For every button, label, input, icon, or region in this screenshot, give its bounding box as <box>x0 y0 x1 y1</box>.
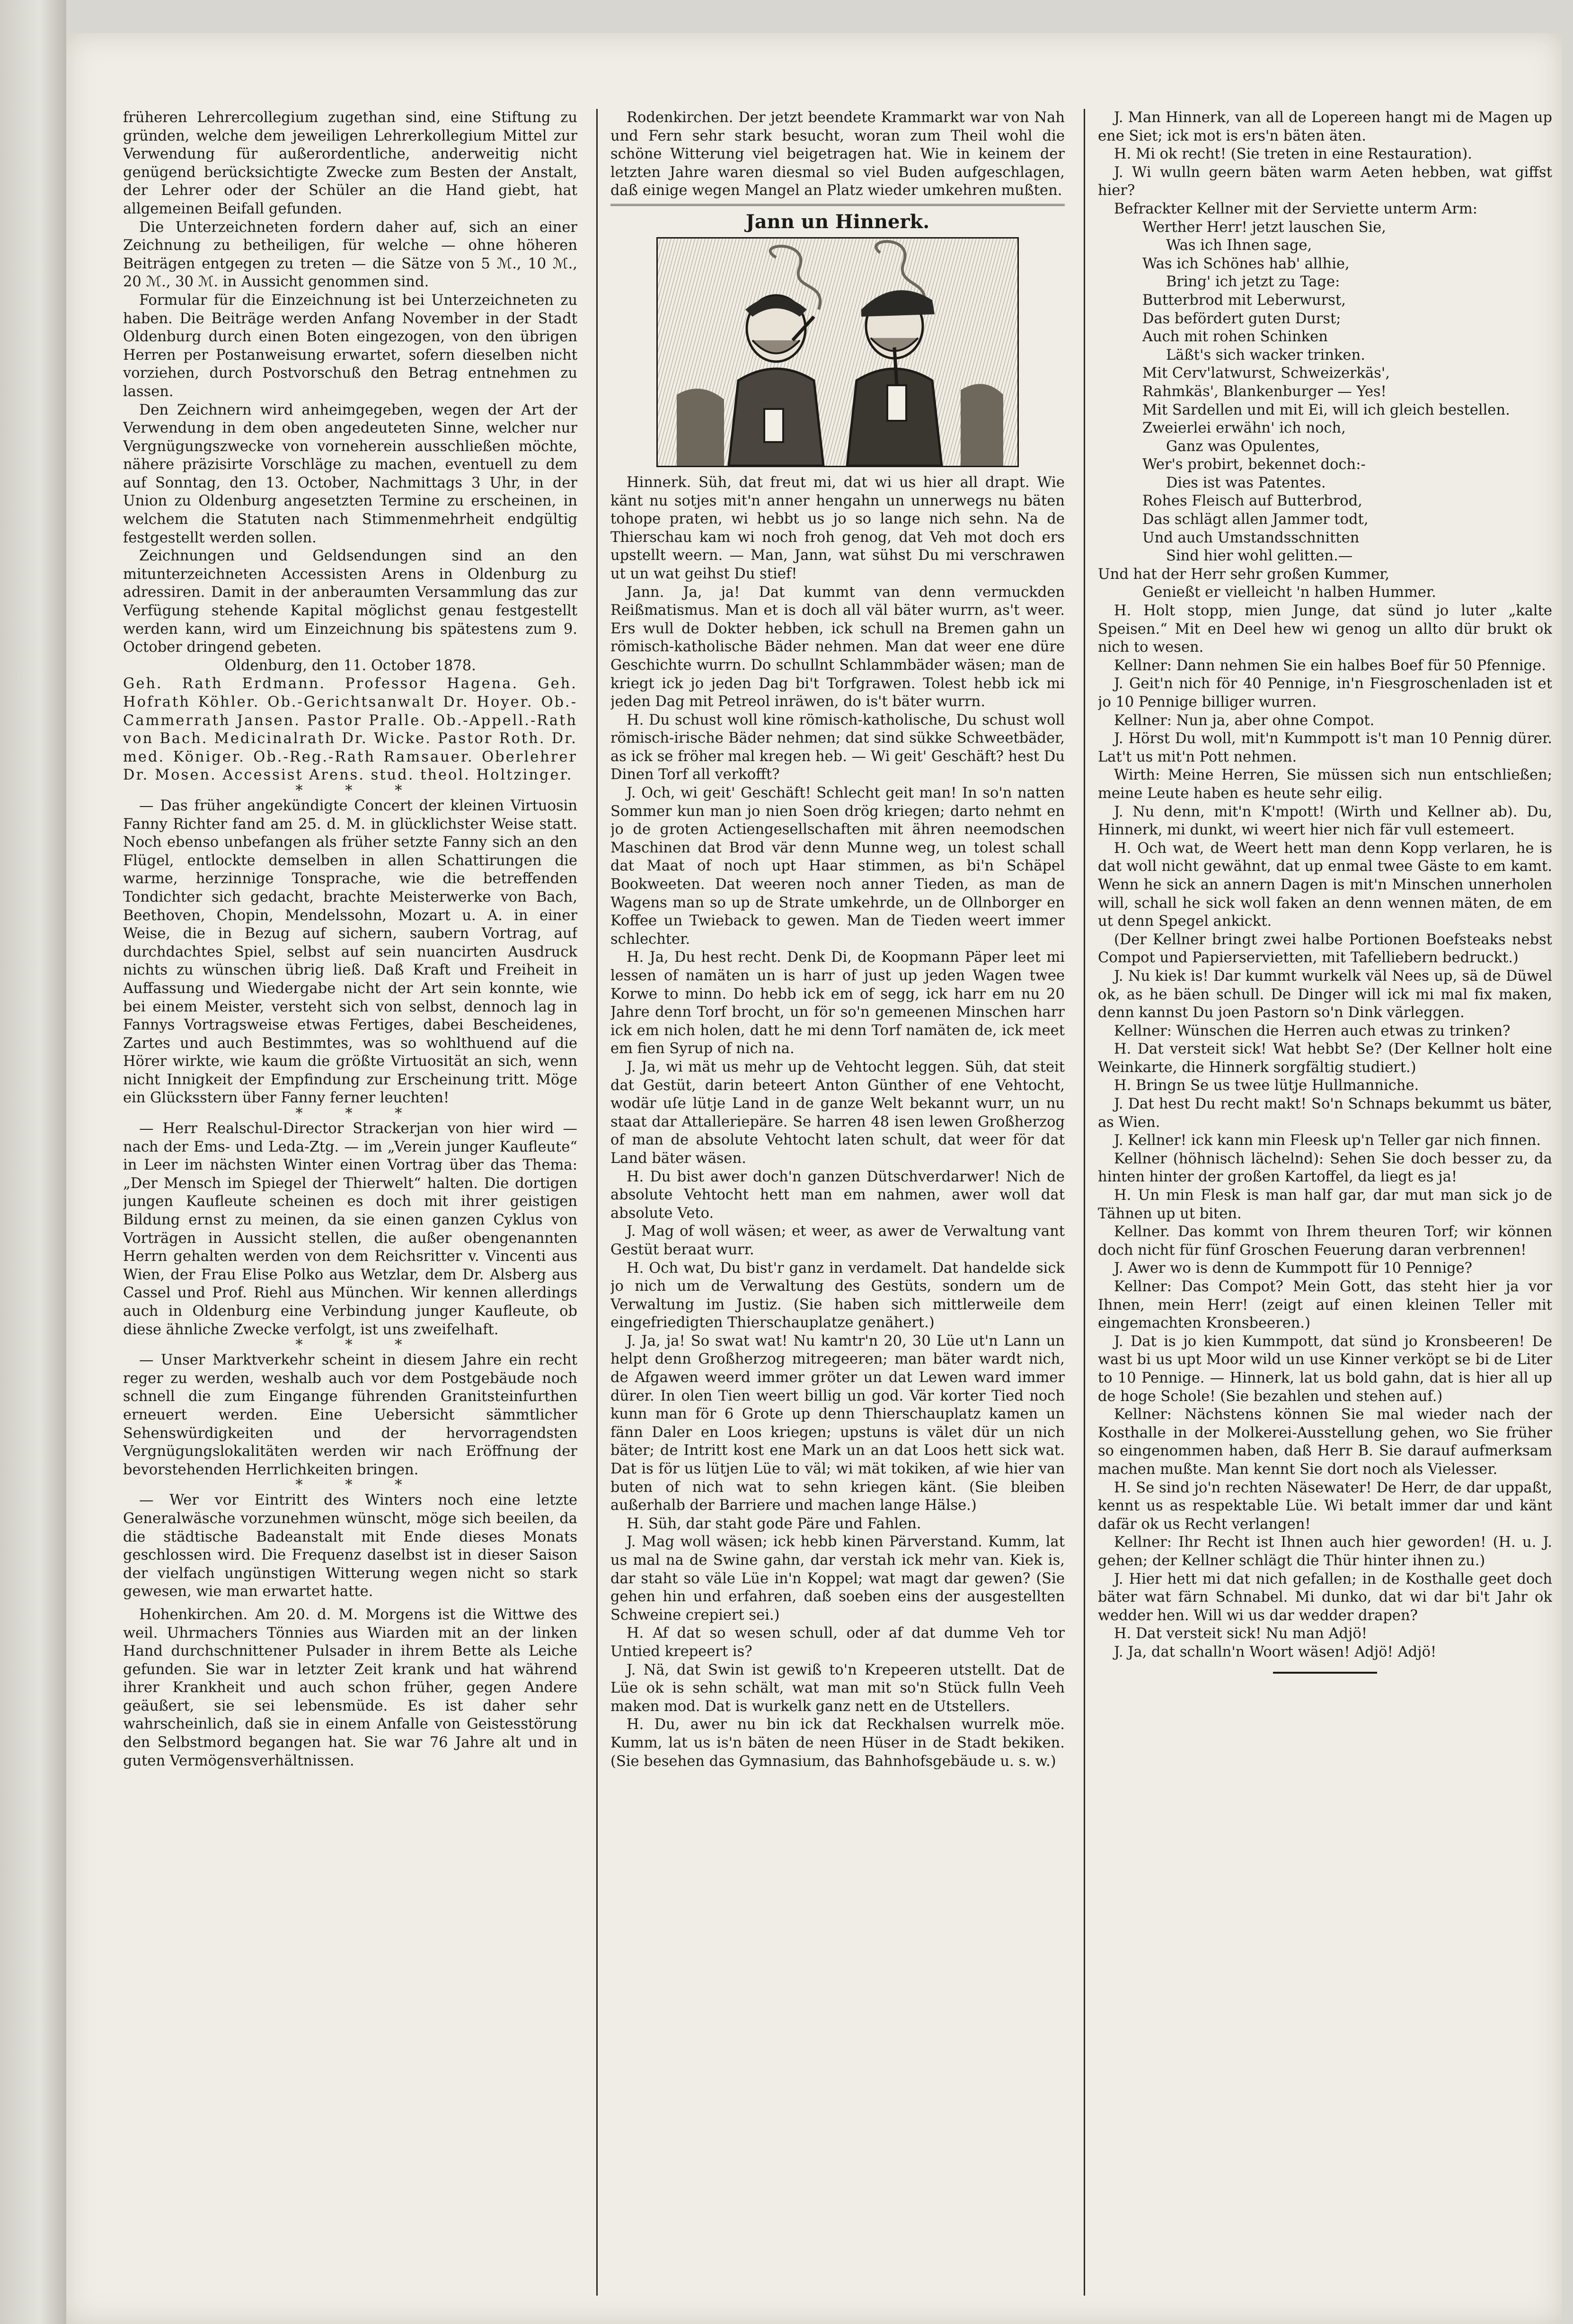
poem-line: Mit Sardellen und mit Ei, will ich gleich bestellen. <box>1142 401 1510 418</box>
dialogue-line: H. Dat versteit sick! Wat hebbt Se? (Der Kellner holt eine Weinkarte, die Hinnerk sorgfältig studiert.) <box>1098 1041 1552 1076</box>
dialogue-line: J. Kellner! ick kann min Fleesk up'n Teller gar nich finnen. <box>1114 1132 1541 1149</box>
article-strackerjan: — Herr Realschul-Director Strackerjan von hier wird — nach der Ems- und Leda-Ztg. — im „Verein junger Kaufleute“ in Leer im nächsten Winter einen Vortrag über das Thema: „Der Mensch im Spiegel der Thierwelt“ halten. Die dortigen jungen Kaufleute scheinen es doch mit ihrer geistigen Bildung ernst zu meinen, da sie einen ganzen Cyklus von Vorträgen in Aussicht stellen, die außer obengenannten Herrn gehalten werden von dem Reichsritter v. Vincenti aus Wien, der Frau Elise Polko aus Wetzlar, dem Dr. Alsberg aus Cassel und Prof. Riehl aus München. Wir kennen allerdings auch in Oldenburg eine Verbindung junger Kaufleute, ob diese ähnliche Zwecke verfolgt, ist uns zweifelhaft. <box>123 1120 577 1338</box>
poem-line: Rohes Fleisch auf Butterbrod, <box>1142 493 1362 510</box>
dialogue-line: H. Du, awer nu bin ick dat Reckhalsen wurrelk möe. Kumm, lat us is'n bäten de neen Hüser in de Stadt bekiken. (Sie besehen das Gymnasium, das Bahnhofsgebäude u. s. w.) <box>610 1716 1065 1770</box>
dialogue-line: J. Ja, wi mät us mehr up de Vehtocht leggen. Süh, dat steit dat Gestüt, darin beteert Anton Günther of ene Vehtocht, wodär uſe lütje Land in de ganze Welt bekannt wurr, un nu staat dar Attalleriepäre. Se harren 48 isen lewen Großherzog of man de absolute Vehtocht laten schult, dat weer för dat Land bäter wäsen. <box>610 1058 1065 1167</box>
separator-stars: * * * <box>295 782 421 799</box>
column-rule <box>596 109 598 2296</box>
dialogue-line: H. Och wat, de Weert hett man denn Kopp verlaren, he is dat woll nicht gewähnt, dat up enmal twee Gäste to em kamt. Wenn he sick an annern Dagen is mit'n Minschen unnerholen will, schall he sick woll faken an denn wennen mäten, de em ut denn Spegel ankickt. <box>1098 840 1552 930</box>
dialogue-line: J. Ja, dat schalln'n Woort wäsen! Adjö! Adjö! <box>1114 1643 1437 1660</box>
column-left <box>123 109 577 2296</box>
dialogue-line: H. Och wat, Du bist'r ganz in verdamelt. Dat handelde sick jo nich um de Verwaltung des Gestüts, sondern um de Verwaltung im Justiz. (Sie haben sich mittlerweile dem eingefriedigten Thierschauplatze genähert.) <box>610 1260 1065 1331</box>
woodcut-illustration <box>656 237 1019 467</box>
article-concert: — Das früher angekündigte Concert der kleinen Virtuosin Fanny Richter fand am 25. d. M. in glücklichster Weise statt. Noch ebenso unbefangen als früher setzte Fanny sich an den Flügel, entlockte demselben in allen Schattirungen die warme, herzinnige Tonsprache, wie die betreffenden Tondichter sich gedacht, brachte Meisterwerke von Bach, Beethoven, Chopin, Mendelssohn, Mozart u. A. in einer Weise, die in Bezug auf sichern, saubern Vortrag, auf durchdachtes Spiel, selbst auf sein nuancirten Ausdruck nichts zu wünschen übrig ließ. Daß Kraft und Freiheit in Auffassung und Wiedergabe nicht der Art sein konnte, wie bei einem Meister, versteht sich von selbst, dennoch lag in Fannys Vortragsweise etwas Fertiges, dabei Bescheidenes, Zartes und auch Bestimmtes, was so wohlthuend auf die Hörer wirkte, wie kaum die größte Virtuosität an sich, wenn nicht Innigkeit der Empfindung zur Erscheinung tritt. Möge ein Glücksstern über Fanny ferner leuchten! <box>123 797 577 1107</box>
article-marktverkehr: — Unser Marktverkehr scheint in diesem Jahre ein recht reger zu werden, weshalb auch vor dem Postgebäude noch schnell die zum Eingange führenden Granitsteinfurthen erneuert werden. Eine Uebersicht sämmtlicher Sehenswürdigkeiten und der hervorragendsten Vergnügungslokalitäten werden wir nach Eröffnung der bevorstehenden Herrlichkeiten bringen. <box>123 1352 577 1478</box>
dialogue-line: J. Geit'n nich för 40 Pennige, in'n Fiesgroschenladen ist et jo 10 Pennige billiger wurren. <box>1098 675 1552 710</box>
poem-line: Läßt's sich wacker trinken. <box>1166 346 1365 364</box>
poem-line: Genießt er vielleicht 'n halben Hummer. <box>1142 584 1436 601</box>
dialogue-line: J. Man Hinnerk, van all de Lopereen hangt mi de Magen up ene Siet; ick mot is ers'n bäten äten. <box>1098 109 1552 144</box>
dialogue-line: J. Dat is jo kien Kummpott, dat sünd jo Kronsbeeren! De wast bi us upt Moor wild un use Kinner verköpt se bi de Liter to 10 Pennige. — Hinnerk, lat us bold gahn, dat is hier all up de hoge Schole! (Sie bezahlen und stehen auf.) <box>1098 1333 1552 1405</box>
poem-line: Das befördert guten Durst; <box>1142 310 1341 327</box>
dialogue-line: J. Och, wi geit' Geschäft! Schlecht geit man! In so'n natten Sommer kun man jo nien Soen drög kriegen; darto nehmt en jo de groten Actiengesellschaften mit ähren neemodschen Maschinen dat Brod vär denn Munne weg, un tolest schall dat Maat of noch upt Haar stimmen, as bi'n Schäpel Bookweeten. Dat weeren noch anner Tieden, as man de Wagens man so up de Strate umkehrde, un de Ollnborger en Koffee un Twieback to gewen. Man de Tieden weert immer schlechter. <box>610 785 1065 948</box>
two-men-smoking-illustration <box>658 239 1017 466</box>
poem-line: Ganz was Opulentes, <box>1166 438 1320 455</box>
poem-line: Wer's probirt, bekennet doch:- <box>1142 456 1366 473</box>
poem-line: Und hat der Herr sehr großen Kummer, <box>1098 566 1390 583</box>
closing-rule <box>1273 1672 1377 1674</box>
dialogue-line: H. Dat versteit sick! Nu man Adjö! <box>1114 1625 1368 1642</box>
paragraph: Die Unterzeichneten fordern daher auf, sich an einer Zeichnung zu betheiligen, für welche — ohne höheren Beiträgen entgegen zu treten — die Sätze von 5 ℳ., 10 ℳ., 20 ℳ., 30 ℳ. in Aussicht genommen sind. <box>123 219 577 291</box>
poem-line: Auch mit rohen Schinken <box>1142 328 1328 346</box>
newspaper-page <box>66 33 1562 2324</box>
dialogue-line: J. Nä, dat Swin ist gewiß to'n Krepeeren utstellt. Dat de Lüe ok is sehn schält, wat man mit so'n Stück fulln Veeh maken mod. Dat is wurkelk ganz nett en de Utstellers. <box>610 1661 1065 1715</box>
dialogue-line: H. Mi ok recht! (Sie treten in eine Restauration). <box>1114 146 1473 163</box>
dialogue-line: H. Se sind jo'n rechten Näsewater! De Herr, de dar uppaßt, kennt us as respektable Lüe. Wi betalt immer dar und känt dafär ok us Recht verlangen! <box>1098 1479 1552 1533</box>
dialogue-line: H. Du bist awer doch'n ganzen Dütschverdarwer! Nich de absolute Vehtocht hett man em nahmen, awer woll dat absolute Veto. <box>610 1168 1065 1222</box>
poem-line: Was ich Schönes hab' allhie, <box>1142 255 1350 272</box>
dialogue-line: Kellner: Nächstens können Sie mal wieder nach der Kosthalle in der Molkerei-Ausstellung gehen, wo Sie früher so eingenommen haben, daß Herr B. Sie darauf aufmerksam machen mußte. Man kennt Sie dort noch als Vielesser. <box>1098 1406 1552 1478</box>
dialogue-line: J. Mag woll wäsen; ick hebb kinen Pärverstand. Kumm, lat us mal na de Swine gahn, dar verstah ick mehr van. Kiek is, dar staht so väle Lüe in'n Koppel; wat magt dar gewen? (Sie gehen hin und erfahren, daß soeben eins der ausgestellten Schweine crepiert sei.) <box>610 1534 1065 1623</box>
dialogue-line: J. Ja, ja! So swat wat! Nu kamtr'n 20, 30 Lüe ut'n Lann un helpt denn Großherzog mitregeeren; man bäter wardt nich, de Afgawen weerd immer gröter un dat Lewen ward immer dürer. In olen Tien weert billig un god. Vär korter Tied noch kunn man för 6 Grote up denn Thierschauplatz kamen un fänn Daler en Loos kriegen; upstuns is välet dür un nich bäter; de Intritt kost ene Mark un an dat Loos hett sick wat. Dat is för us lütjen Lüe to väl; wi mät tokiken, af wie hier van buten of nich wat to sehn kriegen känt. (Sie bleiben außerhalb der Barriere und machen lange Hälse.) <box>610 1332 1065 1514</box>
dialogue-line: Kellner. Das kommt von Ihrem theuren Torf; wir können doch nicht für fünf Groschen Feuerung daran verbrennen! <box>1098 1224 1552 1259</box>
waiter-poem <box>1098 219 1552 602</box>
dialogue-line: J. Dat hest Du recht makt! So'n Schnaps bekummt us bäter, as Wien. <box>1098 1096 1552 1131</box>
dialogue-line: J. Nu denn, mit'n K'mpott! (Wirth und Kellner ab). Du, Hinnerk, mi dunkt, wi weert hier nich fär vull estemeert. <box>1098 803 1552 839</box>
poem-line: Zweierlei erwähn' ich noch, <box>1142 420 1346 437</box>
dialogue-line: Kellner: Wünschen die Herren auch etwas zu trinken? <box>1114 1022 1511 1039</box>
scan-edge <box>0 0 66 2324</box>
dialogue-line: H. Ja, Du hest recht. Denk Di, de Koopmann Päper leet mi lessen of namäten un is harr of just up jeden Wagen twee Korwe to minn. Do hebb ick em of segg, ick harr em nu 20 Jahre denn Torf brocht, un för so'n gemeenen Minschen harr ick em nich holen, datt he mi denn Torf namäten de, ick meet em fien Syrup of nich na. <box>610 949 1065 1057</box>
poem-line: Mit Cerv'latwurst, Schweizerkäs', <box>1142 365 1390 382</box>
article-rodenkirchen: Rodenkirchen. Der jetzt beendete Krammarkt war von Nah und Fern sehr stark besucht, woran zum Theil wohl die schöne Witterung viel beigetragen hat. Wie in keinem der letzten Jahre waren diesmal so viel Buden aufgeschlagen, daß einige wegen Mangel an Platz wieder umkehren mußten. <box>610 109 1065 199</box>
separator-stars: * * * <box>295 1337 421 1354</box>
article-generalwaesche: — Wer vor Eintritt des Winters noch eine letzte Generalwäsche vorzunehmen wünscht, möge sich beeilen, da die städtische Badeanstalt mit Ende dieses Monats geschlossen wird. Die Frequenz daselbst ist in dieser Saison der vielfach ungünstigen Witterung wegen nicht so stark gewesen, wie man erwartet hatte. <box>123 1492 577 1600</box>
poem-line: Und auch Umstandsschnitten <box>1142 529 1360 546</box>
dialogue-line: Jann. Ja, ja! Dat kummt van denn vermuckden Reißmatismus. Man et is doch all väl bäter wurrn, as't weer. Ers wull de Dokter hebben, ick schull na Bremen gahn un römisch-katholische Bäder nehmen. Man dat weer ene düre Geschichte wurrn. Do schullnt Schlammbäder wäsen; man de kriegt ick jo jeden Dag bi't Torfgrawen. Tolest hebb ick mi jeden Dag mit Petreol inräwen, do is't bäter wurrn. <box>610 584 1065 710</box>
poem-line: Dies ist was Patentes. <box>1166 474 1326 491</box>
dialogue-line: J. Mag of woll wäsen; et weer, as awer de Verwaltung vant Gestüt beraat wurr. <box>610 1223 1065 1258</box>
dialogue-line: Wirth: Meine Herren, Sie müssen sich nun entschließen; meine Leute haben es heute sehr eilig. <box>1098 767 1552 802</box>
dialogue-line: J. Nu kiek is! Dar kummt wurkelk väl Nees up, sä de Düwel ok, as he bäen schull. De Dinger will ick mi mal fix maken, denn kannst Du joen Pastorn so'n Dink värleggen. <box>1098 967 1552 1021</box>
poem-line: Sind hier wohl gelitten.— <box>1166 548 1353 565</box>
dialogue-line: H. Bringn Se us twee lütje Hullmanniche. <box>1114 1077 1419 1094</box>
poem-line: Was ich Ihnen sage, <box>1166 237 1312 254</box>
dialogue-line: Befrackter Kellner mit der Serviette unterm Arm: <box>1114 200 1478 217</box>
dateline: Oldenburg, den 11. October 1878. <box>224 657 476 674</box>
poem-line: Das schlägt allen Jammer todt, <box>1142 511 1369 528</box>
separator-stars: * * * <box>295 1477 421 1494</box>
article-hohenkirchen: Hohenkirchen. Am 20. d. M. Morgens ist die Wittwe des weil. Uhrmachers Tönnies aus Wiarden mit an der linken Hand durchschnittener Pulsader in ihrem Bette als Leiche gefunden. Sie war in letzter Zeit krank und hat während ihrer Krankheit und auch schon früher, gegen Andere geäußert, sie sei lebensmüde. Es ist daher sehr wahrscheinlich, daß sie in einem Anfalle von Geistesstörung den Selbstmord begangen hat. Sie war 76 Jahre alt und in guten Vermögensverhältnissen. <box>123 1606 577 1769</box>
dialogue-line: J. Awer wo is denn de Kummpott für 10 Pennige? <box>1114 1260 1473 1277</box>
dialogue-line: Kellner: Ihr Recht ist Ihnen auch hier geworden! (H. u. J. gehen; der Kellner schlägt die Thür hinter ihnen zu.) <box>1098 1534 1552 1569</box>
dialogue-line: Kellner: Dann nehmen Sie ein halbes Boef für 50 Pfennige. <box>1114 657 1546 674</box>
dialogue-line: Kellner: Nun ja, aber ohne Compot. <box>1114 712 1375 729</box>
dialogue-line: J. Wi wulln geern bäten warm Aeten hebben, wat giffst hier? <box>1098 164 1552 199</box>
dialogue-line: J. Hier hett mi dat nich gefallen; in de Kosthalle geet doch bäter wat färn Schnabel. Mi dunko, dat wi dar bi't Jahr ok wedder hen. Will wi us dar wedder drapen? <box>1098 1570 1552 1624</box>
poem-line: Butterbrod mit Leberwurst, <box>1142 292 1346 309</box>
dialogue-line: H. Du schust woll kine römisch-katholische, Du schust woll römisch-irische Bäder nehmen; dat sind sükke Schweetbäder, as ick se fröher mal kregen heb. — Wi geit' Geschäft? hest Du Dinen Torf all verkofft? <box>610 711 1065 783</box>
dialogue-line: Kellner: Das Compot? Mein Gott, das steht hier ja vor Ihnen, mein Herr! (zeigt auf einen kleinen Teller mit eingemachten Kronsbeeren.) <box>1098 1278 1552 1332</box>
paragraph: Formular für die Einzeichnung ist bei Unterzeichneten zu haben. Die Beiträge werden Anfang November in der Stadt Oldenburg durch einen Boten eingezogen, von den übrigen Herren per Postanweisung erwartet, sofern dieselben nicht vorziehen, durch Postvorschuß den Betrag entnehmen zu lassen. <box>123 292 577 400</box>
column-middle <box>610 109 1065 2296</box>
dialogue-line: J. Hörst Du woll, mit'n Kummpott is't man 10 Pennig dürer. Lat't us mit'n Pott nehmen. <box>1098 730 1552 765</box>
dialogue-line: Kellner (höhnisch lächelnd): Sehen Sie doch besser zu, da hinten hinter der großen Kartoffel, da liegt es ja! <box>1098 1150 1552 1186</box>
column-rule <box>1084 109 1085 2296</box>
poem-line: Rahmkäs', Blankenburger — Yes! <box>1142 383 1387 400</box>
dialogue-line: H. Holt stopp, mien Junge, dat sünd jo luter „kalte Speisen.“ Mit en Deel hew wi genog un allto dür brukt ok nich to wesen. <box>1098 603 1552 656</box>
paragraph: früheren Lehrercollegium zugethan sind, eine Stiftung zu gründen, welche dem jeweiligen Lehrerkollegium Mittel zur Verwendung für außerordentliche, anderweitig nicht genügend berücksichtigte Zwecke zum Besten der Anstalt, der Lehrer oder der Schüler an die Hand giebt, hat allgemeinen Beifall gefunden. <box>123 109 577 217</box>
column-right <box>1098 109 1552 2296</box>
paragraph: Zeichnungen und Geldsendungen sind an den mitunterzeichneten Accessisten Arens in Oldenburg zu adressiren. Damit in der anberaumten Versammlung das zur Verfügung stehende Kapital möglichst genau festgestellt werden kann, wird um Einzeichnung bis spätestens zum 9. October dringend gebeten. <box>123 548 577 656</box>
dialogue-line: H. Af dat so wesen schull, oder af dat dumme Veh tor Untied krepeert is? <box>610 1625 1065 1660</box>
signatories: Geh. Rath Erdmann. Professor Hagena. Geh. Hofrath Köhler. Ob.-Gerichtsanwalt Dr. Hoyer. Ob.-Cammerrath Jansen. Pastor Pralle. Ob.-Appell.-Rath von Bach. Medicinalrath Dr. Wicke. Pastor Roth. Dr. med. Königer. Ob.-Reg.-Rath Ramsauer. Oberlehrer Dr. Mosen. Accessist Arens. stud. theol. Holtzinger. <box>123 675 577 784</box>
dialogue-line: H. Un min Flesk is man half gar, dar mut man sick jo de Tähnen up ut biten. <box>1098 1187 1552 1222</box>
paragraph: Den Zeichnern wird anheimgegeben, wegen der Art der Verwendung in dem oben angedeuteten Sinne, welcher nur Vergnügungszwecke von vorneherein ausschließen möchte, nähere präzisirte Vorschläge zu machen, eventuell zu dem auf Sonntag, den 13. October, Nachmittags 3 Uhr, in der Union zu Oldenburg angesetzten Termine zu erscheinen, in welchem die Statuten nach Stimmenmehrheit endgültig festgestellt werden sollen. <box>123 401 577 546</box>
section-title: Jann un Hinnerk. <box>610 204 1065 234</box>
dialogue-line: H. Süh, dar staht gode Päre und Fahlen. <box>627 1515 921 1532</box>
poem-line: Werther Herr! jetzt lauschen Sie, <box>1142 219 1387 236</box>
dialogue-line: Hinnerk. Süh, dat freut mi, dat wi us hier all drapt. Wie känt nu sotjes mit'n anner hengahn un unnerwegs nu bäten tohope praten, wi hebbt us jo so lange nich sehn. Na de Thierschau kam wi noch froh genog, dat Veh mot doch ers upstellt weern. — Man, Jann, wat sühst Du mi verschrawen ut un wat geihst Du stief! <box>610 474 1065 582</box>
separator-stars: * * * <box>295 1105 421 1122</box>
poem-line: Bring' ich jetzt zu Tage: <box>1166 274 1340 291</box>
stage-direction: (Der Kellner bringt zwei halbe Portionen Boefsteaks nebst Compot und Papierservietten, mit Tafelliebern bedruckt.) <box>1098 931 1552 967</box>
